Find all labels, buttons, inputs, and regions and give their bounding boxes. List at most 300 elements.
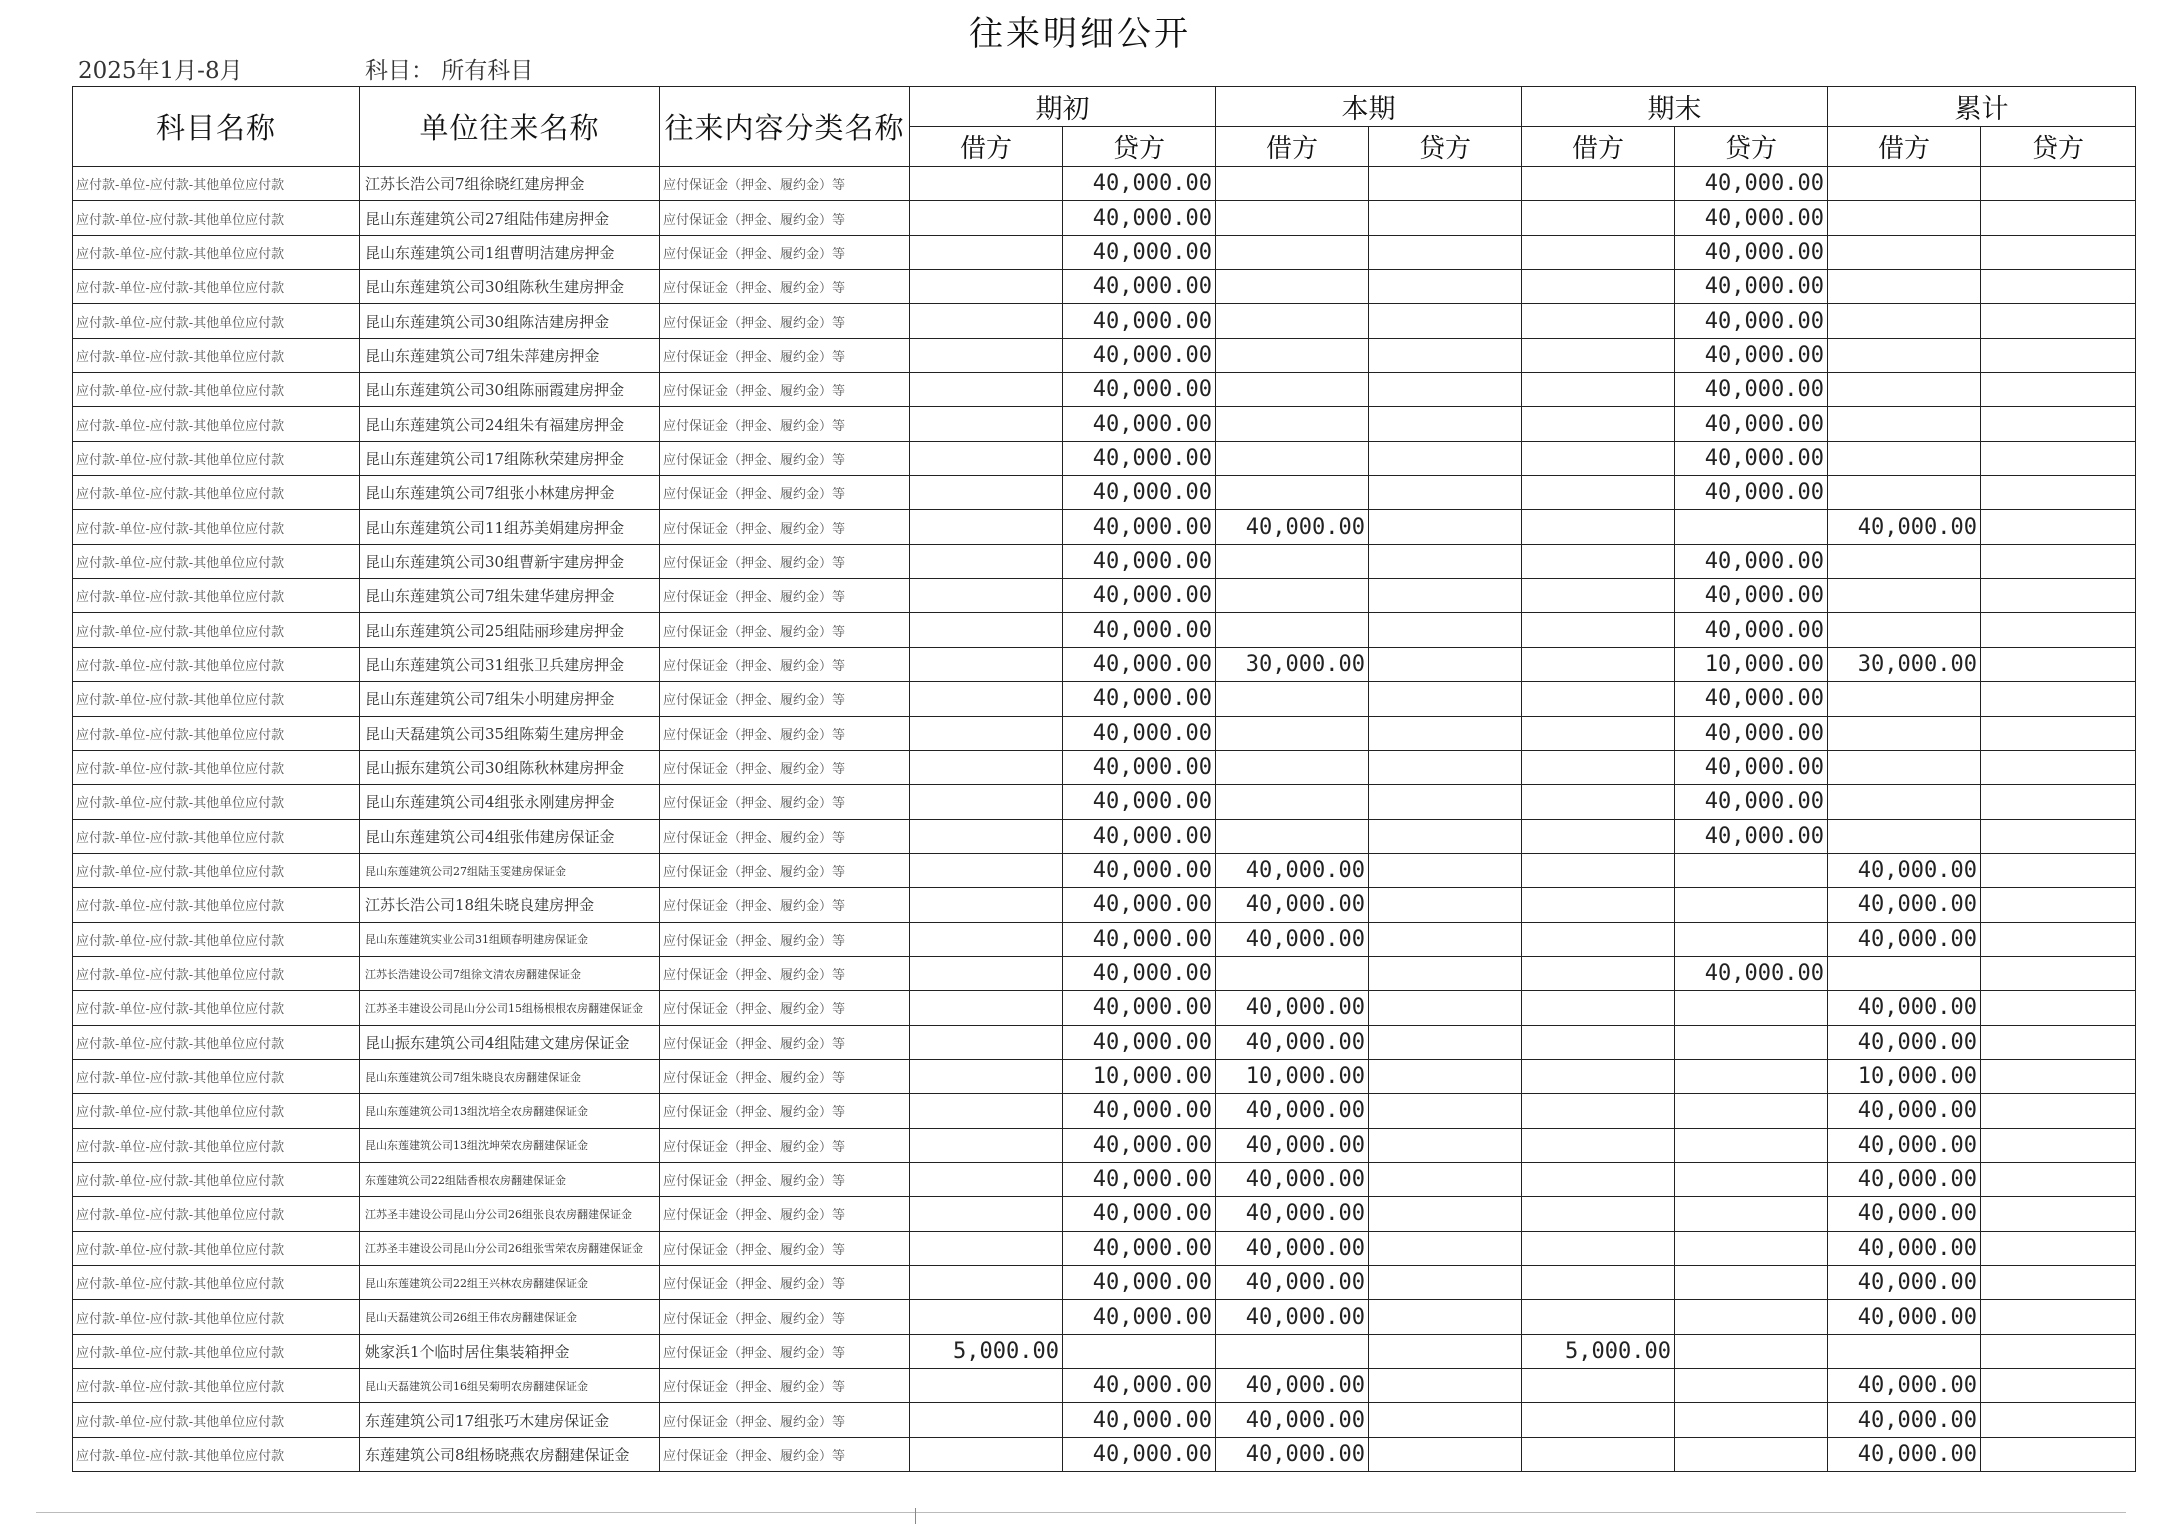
table-row: [73, 1403, 2136, 1437]
cell-opening-credit: 40,000.00: [1063, 750, 1216, 784]
cell-ending-debit: [1522, 1369, 1675, 1403]
cell-subject: 应付款-单位-应付款-其他单位应付款: [73, 201, 360, 235]
cell-current-debit: [1216, 613, 1369, 647]
cell-subject: 应付款-单位-应付款-其他单位应付款: [73, 1128, 360, 1162]
cell-category: 应付保证金（押金、履约金）等: [660, 1369, 910, 1403]
cell-category: 应付保证金（押金、履约金）等: [660, 167, 910, 201]
cell-current-credit: [1369, 338, 1522, 372]
cell-ending-credit: 40,000.00: [1675, 441, 1828, 475]
table-row: [73, 991, 2136, 1025]
cell-current-credit: [1369, 1231, 1522, 1265]
cell-cumulative-debit: 30,000.00: [1828, 647, 1981, 681]
cell-unit: 昆山东莲建筑公司27组陆玉雯建房保证金: [360, 853, 660, 887]
cell-subject: 应付款-单位-应付款-其他单位应付款: [73, 407, 360, 441]
cell-opening-credit: 40,000.00: [1063, 716, 1216, 750]
ledger-table: [72, 86, 2136, 1472]
cell-subject: 应付款-单位-应付款-其他单位应付款: [73, 716, 360, 750]
cell-current-debit: 40,000.00: [1216, 1094, 1369, 1128]
cell-ending-credit: 40,000.00: [1675, 716, 1828, 750]
cell-ending-debit: 5,000.00: [1522, 1334, 1675, 1368]
cell-ending-credit: 40,000.00: [1675, 373, 1828, 407]
cell-ending-credit: 40,000.00: [1675, 785, 1828, 819]
cell-subject: 应付款-单位-应付款-其他单位应付款: [73, 579, 360, 613]
cell-ending-debit: [1522, 1266, 1675, 1300]
cell-cumulative-credit: [1981, 1403, 2136, 1437]
cell-ending-credit: [1675, 1334, 1828, 1368]
cell-cumulative-credit: [1981, 1025, 2136, 1059]
cell-subject: 应付款-单位-应付款-其他单位应付款: [73, 1025, 360, 1059]
cell-opening-credit: 40,000.00: [1063, 270, 1216, 304]
cell-unit: 昆山东莲建筑公司7组朱晓良农房翻建保证金: [360, 1059, 660, 1093]
cell-current-credit: [1369, 476, 1522, 510]
cell-unit: 昆山东莲建筑公司11组苏美娟建房押金: [360, 510, 660, 544]
cell-ending-debit: [1522, 167, 1675, 201]
cell-current-debit: [1216, 167, 1369, 201]
cell-cumulative-credit: [1981, 682, 2136, 716]
table-row: [73, 1437, 2136, 1471]
cell-opening-debit: [910, 304, 1063, 338]
cell-subject: 应付款-单位-应付款-其他单位应付款: [73, 1403, 360, 1437]
cell-opening-debit: [910, 819, 1063, 853]
table-row: [73, 956, 2136, 990]
table-row: [73, 579, 2136, 613]
cell-unit: 东莲建筑公司8组杨晓燕农房翻建保证金: [360, 1437, 660, 1471]
cell-subject: 应付款-单位-应付款-其他单位应付款: [73, 853, 360, 887]
cell-category: 应付保证金（押金、履约金）等: [660, 1300, 910, 1334]
cell-unit: 昆山东莲建筑公司25组陆丽珍建房押金: [360, 613, 660, 647]
cell-ending-credit: 40,000.00: [1675, 407, 1828, 441]
cell-current-credit: [1369, 510, 1522, 544]
cell-opening-credit: 40,000.00: [1063, 819, 1216, 853]
cell-cumulative-credit: [1981, 1369, 2136, 1403]
cell-subject: 应付款-单位-应付款-其他单位应付款: [73, 682, 360, 716]
cell-ending-credit: 40,000.00: [1675, 235, 1828, 269]
cell-opening-credit: 40,000.00: [1063, 1403, 1216, 1437]
header-debit: 借方: [1828, 127, 1981, 167]
table-row: [73, 544, 2136, 578]
table-row: [73, 888, 2136, 922]
cell-opening-credit: 40,000.00: [1063, 1162, 1216, 1196]
cell-category: 应付保证金（押金、履约金）等: [660, 1128, 910, 1162]
cell-ending-debit: [1522, 956, 1675, 990]
cell-category: 应付保证金（押金、履约金）等: [660, 1197, 910, 1231]
cell-ending-credit: [1675, 888, 1828, 922]
cell-ending-credit: 40,000.00: [1675, 956, 1828, 990]
cell-cumulative-credit: [1981, 1162, 2136, 1196]
cell-current-credit: [1369, 1162, 1522, 1196]
cell-current-credit: [1369, 201, 1522, 235]
cell-opening-credit: 40,000.00: [1063, 304, 1216, 338]
cell-current-debit: [1216, 270, 1369, 304]
cell-category: 应付保证金（押金、履约金）等: [660, 476, 910, 510]
cell-current-debit: [1216, 441, 1369, 475]
cell-ending-credit: 40,000.00: [1675, 682, 1828, 716]
cell-ending-credit: 40,000.00: [1675, 544, 1828, 578]
cell-cumulative-credit: [1981, 1197, 2136, 1231]
cell-category: 应付保证金（押金、履约金）等: [660, 373, 910, 407]
cell-ending-credit: 40,000.00: [1675, 613, 1828, 647]
cell-unit: 昆山东莲建筑公司7组朱小明建房押金: [360, 682, 660, 716]
cell-cumulative-credit: [1981, 716, 2136, 750]
cell-opening-credit: 40,000.00: [1063, 544, 1216, 578]
cell-opening-credit: 40,000.00: [1063, 1369, 1216, 1403]
cell-opening-debit: [910, 991, 1063, 1025]
cell-cumulative-debit: [1828, 373, 1981, 407]
cell-opening-credit: 40,000.00: [1063, 613, 1216, 647]
cell-current-debit: 40,000.00: [1216, 1403, 1369, 1437]
cell-current-credit: [1369, 1059, 1522, 1093]
cell-unit: 昆山东莲建筑公司7组张小林建房押金: [360, 476, 660, 510]
cell-category: 应付保证金（押金、履约金）等: [660, 510, 910, 544]
cell-unit: 江苏长浩建设公司7组徐文清农房翻建保证金: [360, 956, 660, 990]
cell-cumulative-debit: 40,000.00: [1828, 510, 1981, 544]
cell-cumulative-debit: 40,000.00: [1828, 1403, 1981, 1437]
cell-opening-debit: [910, 1162, 1063, 1196]
cell-opening-credit: 40,000.00: [1063, 1437, 1216, 1471]
cell-unit: 江苏长浩公司7组徐晓红建房押金: [360, 167, 660, 201]
cell-unit: 昆山东莲建筑实业公司31组顾春明建房保证金: [360, 922, 660, 956]
cell-ending-debit: [1522, 270, 1675, 304]
cell-current-credit: [1369, 167, 1522, 201]
cell-current-debit: 40,000.00: [1216, 991, 1369, 1025]
cell-current-credit: [1369, 922, 1522, 956]
cell-current-debit: 40,000.00: [1216, 1437, 1369, 1471]
header-debit: 借方: [1522, 127, 1675, 167]
cell-cumulative-debit: 40,000.00: [1828, 1094, 1981, 1128]
cell-unit: 昆山东莲建筑公司31组张卫兵建房押金: [360, 647, 660, 681]
table-row: [73, 750, 2136, 784]
cell-cumulative-credit: [1981, 201, 2136, 235]
cell-opening-debit: [910, 1059, 1063, 1093]
cell-cumulative-debit: 10,000.00: [1828, 1059, 1981, 1093]
cell-opening-debit: [910, 647, 1063, 681]
cell-subject: 应付款-单位-应付款-其他单位应付款: [73, 235, 360, 269]
cell-current-debit: [1216, 956, 1369, 990]
cell-current-debit: [1216, 235, 1369, 269]
table-row: [73, 1197, 2136, 1231]
table-row: [73, 510, 2136, 544]
table-row: [73, 1300, 2136, 1334]
cell-opening-credit: 40,000.00: [1063, 579, 1216, 613]
cell-opening-debit: [910, 613, 1063, 647]
cell-opening-credit: 40,000.00: [1063, 922, 1216, 956]
cell-opening-debit: [910, 338, 1063, 372]
cell-ending-debit: [1522, 1231, 1675, 1265]
cell-unit: 昆山东莲建筑公司4组张永刚建房押金: [360, 785, 660, 819]
cell-cumulative-credit: [1981, 544, 2136, 578]
cell-subject: 应付款-单位-应付款-其他单位应付款: [73, 1059, 360, 1093]
cell-current-debit: [1216, 1334, 1369, 1368]
cell-current-debit: 40,000.00: [1216, 1025, 1369, 1059]
cell-unit: 昆山东莲建筑公司17组陈秋荣建房押金: [360, 441, 660, 475]
cell-opening-credit: 40,000.00: [1063, 441, 1216, 475]
cell-subject: 应付款-单位-应付款-其他单位应付款: [73, 956, 360, 990]
cell-cumulative-credit: [1981, 1059, 2136, 1093]
cell-cumulative-credit: [1981, 888, 2136, 922]
cell-opening-debit: [910, 1437, 1063, 1471]
table-row: [73, 613, 2136, 647]
cell-current-debit: 30,000.00: [1216, 647, 1369, 681]
cell-cumulative-credit: [1981, 338, 2136, 372]
table-row: [73, 407, 2136, 441]
cell-cumulative-debit: 40,000.00: [1828, 1266, 1981, 1300]
cell-cumulative-debit: [1828, 167, 1981, 201]
cell-unit: 昆山天磊建筑公司35组陈菊生建房押金: [360, 716, 660, 750]
cell-current-credit: [1369, 1266, 1522, 1300]
table-row: [73, 682, 2136, 716]
cell-cumulative-debit: [1828, 338, 1981, 372]
cell-opening-debit: [910, 201, 1063, 235]
cell-current-credit: [1369, 716, 1522, 750]
cell-cumulative-debit: [1828, 785, 1981, 819]
cell-subject: 应付款-单位-应付款-其他单位应付款: [73, 1437, 360, 1471]
cell-unit: 昆山东莲建筑公司4组张伟建房保证金: [360, 819, 660, 853]
cell-current-credit: [1369, 304, 1522, 338]
header-credit: 贷方: [1063, 127, 1216, 167]
cell-cumulative-debit: [1828, 544, 1981, 578]
page-title: 往来明细公开: [969, 14, 1191, 54]
cell-subject: 应付款-单位-应付款-其他单位应付款: [73, 1162, 360, 1196]
cell-subject: 应付款-单位-应付款-其他单位应付款: [73, 1231, 360, 1265]
cell-category: 应付保证金（押金、履约金）等: [660, 750, 910, 784]
cell-ending-credit: [1675, 1197, 1828, 1231]
table-row: [73, 235, 2136, 269]
cell-category: 应付保证金（押金、履约金）等: [660, 1231, 910, 1265]
cell-ending-credit: [1675, 1025, 1828, 1059]
table-row: [73, 1266, 2136, 1300]
cell-subject: 应付款-单位-应付款-其他单位应付款: [73, 613, 360, 647]
cell-opening-debit: [910, 510, 1063, 544]
cell-ending-credit: 40,000.00: [1675, 476, 1828, 510]
table-row: [73, 1231, 2136, 1265]
cell-unit: 昆山东莲建筑公司22组王兴林农房翻建保证金: [360, 1266, 660, 1300]
cell-cumulative-debit: 40,000.00: [1828, 991, 1981, 1025]
cell-opening-debit: [910, 956, 1063, 990]
cell-cumulative-credit: [1981, 750, 2136, 784]
table-row: [73, 785, 2136, 819]
cell-category: 应付保证金（押金、履约金）等: [660, 1059, 910, 1093]
cell-cumulative-credit: [1981, 407, 2136, 441]
cell-ending-debit: [1522, 510, 1675, 544]
cell-current-debit: 10,000.00: [1216, 1059, 1369, 1093]
cell-opening-credit: [1063, 1334, 1216, 1368]
cell-unit: 昆山东莲建筑公司13组沈培全农房翻建保证金: [360, 1094, 660, 1128]
cell-unit: 江苏圣丰建设公司昆山分公司26组张雪荣农房翻建保证金: [360, 1231, 660, 1265]
cell-cumulative-debit: [1828, 235, 1981, 269]
cell-unit: 昆山东莲建筑公司30组陈丽霞建房押金: [360, 373, 660, 407]
cell-category: 应付保证金（押金、履约金）等: [660, 235, 910, 269]
cell-subject: 应付款-单位-应付款-其他单位应付款: [73, 1369, 360, 1403]
cell-opening-debit: [910, 888, 1063, 922]
cell-current-credit: [1369, 1025, 1522, 1059]
cell-ending-credit: [1675, 510, 1828, 544]
cell-ending-credit: [1675, 1059, 1828, 1093]
table-row: [73, 1094, 2136, 1128]
page-bottom-tick: [915, 1508, 916, 1524]
cell-current-credit: [1369, 1437, 1522, 1471]
cell-current-debit: 40,000.00: [1216, 510, 1369, 544]
cell-ending-debit: [1522, 785, 1675, 819]
cell-opening-debit: [910, 853, 1063, 887]
table-row: [73, 853, 2136, 887]
cell-cumulative-credit: [1981, 579, 2136, 613]
cell-current-credit: [1369, 373, 1522, 407]
cell-current-credit: [1369, 956, 1522, 990]
cell-ending-credit: [1675, 1300, 1828, 1334]
cell-current-debit: [1216, 373, 1369, 407]
cell-subject: 应付款-单位-应付款-其他单位应付款: [73, 167, 360, 201]
cell-ending-credit: [1675, 1369, 1828, 1403]
cell-current-debit: [1216, 579, 1369, 613]
cell-ending-debit: [1522, 373, 1675, 407]
cell-unit: 江苏长浩公司18组朱晓良建房押金: [360, 888, 660, 922]
cell-current-credit: [1369, 853, 1522, 887]
cell-cumulative-credit: [1981, 1231, 2136, 1265]
header-cumulative: 累计: [1828, 87, 2136, 127]
cell-ending-credit: 40,000.00: [1675, 338, 1828, 372]
cell-ending-debit: [1522, 407, 1675, 441]
cell-ending-debit: [1522, 1197, 1675, 1231]
cell-cumulative-debit: [1828, 441, 1981, 475]
table-row: [73, 167, 2136, 201]
table-row: [73, 304, 2136, 338]
cell-cumulative-debit: [1828, 476, 1981, 510]
cell-cumulative-debit: 40,000.00: [1828, 1437, 1981, 1471]
cell-current-debit: 40,000.00: [1216, 1266, 1369, 1300]
cell-subject: 应付款-单位-应付款-其他单位应付款: [73, 647, 360, 681]
cell-unit: 昆山振东建筑公司4组陆建文建房保证金: [360, 1025, 660, 1059]
cell-current-credit: [1369, 991, 1522, 1025]
cell-ending-debit: [1522, 1059, 1675, 1093]
cell-cumulative-credit: [1981, 647, 2136, 681]
cell-current-debit: 40,000.00: [1216, 922, 1369, 956]
cell-opening-credit: 40,000.00: [1063, 1266, 1216, 1300]
cell-cumulative-debit: 40,000.00: [1828, 853, 1981, 887]
cell-category: 应付保证金（押金、履约金）等: [660, 682, 910, 716]
cell-cumulative-credit: [1981, 991, 2136, 1025]
cell-cumulative-debit: [1828, 1334, 1981, 1368]
cell-subject: 应付款-单位-应付款-其他单位应付款: [73, 270, 360, 304]
cell-cumulative-debit: [1828, 819, 1981, 853]
cell-cumulative-credit: [1981, 1266, 2136, 1300]
cell-subject: 应付款-单位-应付款-其他单位应付款: [73, 991, 360, 1025]
cell-cumulative-credit: [1981, 476, 2136, 510]
cell-opening-credit: 40,000.00: [1063, 1128, 1216, 1162]
cell-ending-debit: [1522, 716, 1675, 750]
cell-cumulative-debit: 40,000.00: [1828, 1300, 1981, 1334]
cell-opening-debit: [910, 544, 1063, 578]
cell-opening-debit: [910, 476, 1063, 510]
cell-subject: 应付款-单位-应付款-其他单位应付款: [73, 785, 360, 819]
cell-opening-credit: 40,000.00: [1063, 888, 1216, 922]
cell-subject: 应付款-单位-应付款-其他单位应付款: [73, 750, 360, 784]
cell-cumulative-debit: [1828, 750, 1981, 784]
cell-opening-debit: [910, 441, 1063, 475]
cell-cumulative-debit: 40,000.00: [1828, 1128, 1981, 1162]
cell-category: 应付保证金（押金、履约金）等: [660, 1266, 910, 1300]
cell-ending-credit: [1675, 991, 1828, 1025]
cell-subject: 应付款-单位-应付款-其他单位应付款: [73, 922, 360, 956]
cell-unit: 昆山振东建筑公司30组陈秋林建房押金: [360, 750, 660, 784]
cell-opening-debit: [910, 1128, 1063, 1162]
cell-opening-credit: 40,000.00: [1063, 991, 1216, 1025]
cell-cumulative-debit: [1828, 682, 1981, 716]
table-row: [73, 1128, 2136, 1162]
cell-opening-debit: [910, 167, 1063, 201]
cell-opening-credit: 40,000.00: [1063, 407, 1216, 441]
cell-category: 应付保证金（押金、履约金）等: [660, 1334, 910, 1368]
cell-category: 应付保证金（押金、履约金）等: [660, 338, 910, 372]
cell-opening-debit: [910, 373, 1063, 407]
cell-opening-credit: 40,000.00: [1063, 956, 1216, 990]
cell-opening-debit: [910, 1266, 1063, 1300]
cell-current-debit: [1216, 716, 1369, 750]
table-row: [73, 1369, 2136, 1403]
cell-current-debit: [1216, 544, 1369, 578]
table-row: [73, 476, 2136, 510]
cell-current-debit: [1216, 750, 1369, 784]
cell-category: 应付保证金（押金、履约金）等: [660, 991, 910, 1025]
cell-current-debit: [1216, 785, 1369, 819]
cell-current-credit: [1369, 647, 1522, 681]
cell-current-debit: 40,000.00: [1216, 888, 1369, 922]
cell-cumulative-debit: 40,000.00: [1828, 1369, 1981, 1403]
cell-opening-debit: [910, 1403, 1063, 1437]
cell-ending-credit: 40,000.00: [1675, 304, 1828, 338]
cell-cumulative-credit: [1981, 510, 2136, 544]
subject-filter-label: 科目： 所有科目: [365, 58, 534, 84]
cell-current-debit: [1216, 304, 1369, 338]
cell-current-credit: [1369, 270, 1522, 304]
cell-opening-credit: 40,000.00: [1063, 853, 1216, 887]
cell-unit: 姚家浜1个临时居住集装箱押金: [360, 1334, 660, 1368]
cell-opening-debit: [910, 922, 1063, 956]
cell-unit: 昆山东莲建筑公司30组陈秋生建房押金: [360, 270, 660, 304]
header-debit: 借方: [1216, 127, 1369, 167]
cell-current-debit: [1216, 338, 1369, 372]
cell-opening-credit: 40,000.00: [1063, 1197, 1216, 1231]
cell-cumulative-debit: [1828, 716, 1981, 750]
cell-current-debit: [1216, 407, 1369, 441]
cell-current-credit: [1369, 1334, 1522, 1368]
cell-subject: 应付款-单位-应付款-其他单位应付款: [73, 304, 360, 338]
cell-ending-debit: [1522, 1437, 1675, 1471]
cell-opening-credit: 40,000.00: [1063, 338, 1216, 372]
cell-ending-debit: [1522, 991, 1675, 1025]
cell-category: 应付保证金（押金、履约金）等: [660, 270, 910, 304]
cell-opening-debit: [910, 1025, 1063, 1059]
cell-subject: 应付款-单位-应付款-其他单位应付款: [73, 373, 360, 407]
cell-current-credit: [1369, 1094, 1522, 1128]
cell-subject: 应付款-单位-应付款-其他单位应付款: [73, 441, 360, 475]
cell-opening-credit: 40,000.00: [1063, 647, 1216, 681]
cell-opening-debit: [910, 235, 1063, 269]
cell-opening-credit: 40,000.00: [1063, 1300, 1216, 1334]
cell-unit: 昆山东莲建筑公司24组朱有福建房押金: [360, 407, 660, 441]
cell-opening-credit: 40,000.00: [1063, 1231, 1216, 1265]
cell-unit: 江苏圣丰建设公司昆山分公司15组杨根根农房翻建保证金: [360, 991, 660, 1025]
cell-current-debit: [1216, 201, 1369, 235]
cell-cumulative-credit: [1981, 819, 2136, 853]
cell-ending-credit: [1675, 922, 1828, 956]
table-row: [73, 270, 2136, 304]
cell-opening-debit: [910, 1369, 1063, 1403]
header-subject: 科目名称: [73, 87, 360, 167]
cell-cumulative-debit: [1828, 579, 1981, 613]
cell-category: 应付保证金（押金、履约金）等: [660, 1437, 910, 1471]
cell-category: 应付保证金（押金、履约金）等: [660, 853, 910, 887]
cell-current-credit: [1369, 682, 1522, 716]
